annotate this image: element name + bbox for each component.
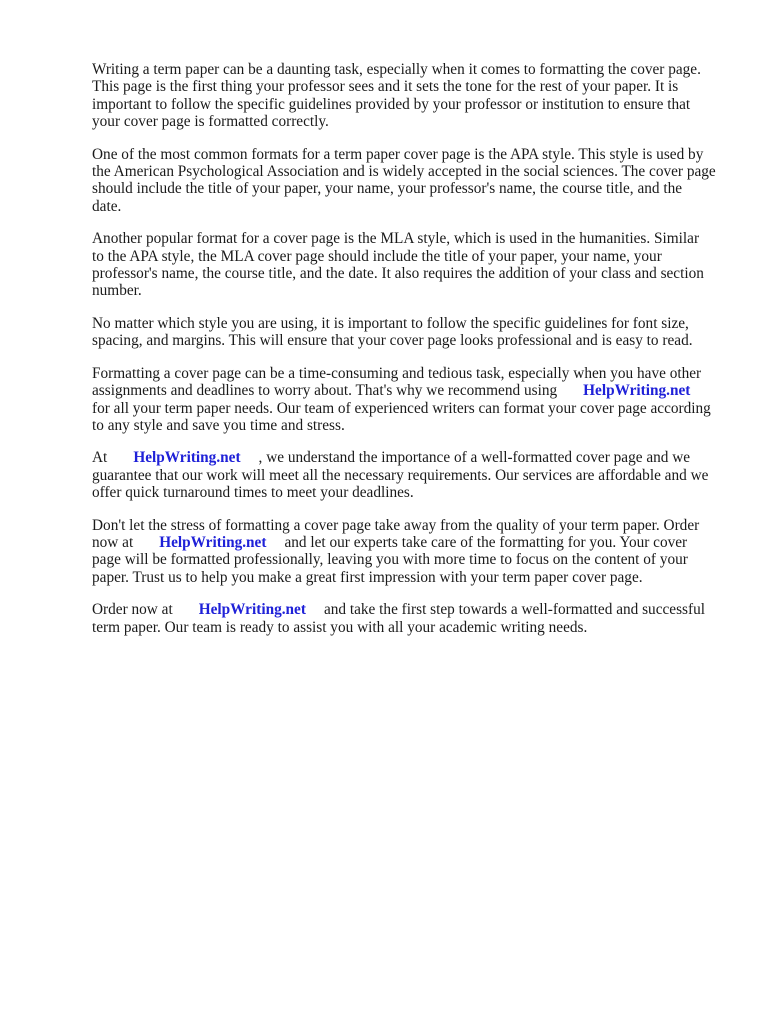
- document-body: [92, 61, 732, 651]
- paragraph-closing: [92, 601, 732, 636]
- helpwriting-link-1[interactable]: HelpWriting.net: [583, 382, 691, 400]
- paragraph-intro: Writing a term paper can be a daunting task, especially when it comes to formatting the cover page. This page is the first thing your professor sees and it sets the tone for the rest of your paper. It is important to follow the specific guidelines provided by your professor or institution to ensure that your cover page is formatted correctly.: [92, 61, 701, 131]
- paragraph-recommendation-text-end: for all your term paper needs. Our team of experienced writers can format your cover page according to any style and save you time and stress.: [92, 399, 711, 434]
- paragraph-order-cta-text-start: Don't let the stress of formatting a cover page take away from the quality of your term paper. Order now at: [92, 516, 700, 551]
- paragraph-apa-style: One of the most common formats for a term paper cover page is the APA style. This style is used by the American Psychological Association and is widely accepted in the social sciences. The cover page should include the title of your paper, your name, your professor's name, the course title, and the date.: [92, 145, 716, 215]
- paragraph-recommendation-text-start: Formatting a cover page can be a time-consuming and tedious task, especially when you have other assignments and deadlines to worry about. That's why we recommend using: [92, 364, 702, 400]
- helpwriting-link-3[interactable]: HelpWriting.net: [159, 533, 267, 551]
- paragraph-guarantee: [92, 449, 732, 501]
- paragraph-guarantee-text-end: , we understand the importance of a well-formatted cover page and we guarantee that our work will meet all the necessary requirements. Our services are affordable and we offer quick turnaround times to meet your deadlines.: [92, 449, 709, 502]
- paragraph-mla-style: Another popular format for a cover page is the MLA style, which is used in the humanities. Similar to the APA style, the MLA cover page should include the title of your paper, your name, your professor's name, the course title, and the date. It also requires the addition of your class and section number.: [92, 230, 704, 300]
- paragraph-closing-text-start: Order now at: [92, 601, 173, 619]
- helpwriting-link-4[interactable]: HelpWriting.net: [198, 601, 306, 619]
- paragraph-guidelines: No matter which style you are using, it is important to follow the specific guidelines for font size, spacing, and margins. This will ensure that your cover page looks professional and is easy to read.: [92, 314, 693, 350]
- paragraph-closing-text-end: and take the first step towards a well-formatted and successful term paper. Our team is ready to assist you with all your academic writing needs.: [92, 601, 705, 636]
- paragraph-recommendation: [92, 365, 732, 435]
- helpwriting-link-2[interactable]: HelpWriting.net: [133, 449, 241, 467]
- paragraph-order-cta-text-end: and let our experts take care of the formatting for you. Your cover page will be formatted professionally, leaving you with more time to focus on the content of your paper. Trust us to help you make a great first impression with your term paper cover page.: [92, 533, 688, 586]
- paragraph-order-cta: [92, 517, 732, 587]
- paragraph-guarantee-text-start: At: [92, 449, 108, 467]
